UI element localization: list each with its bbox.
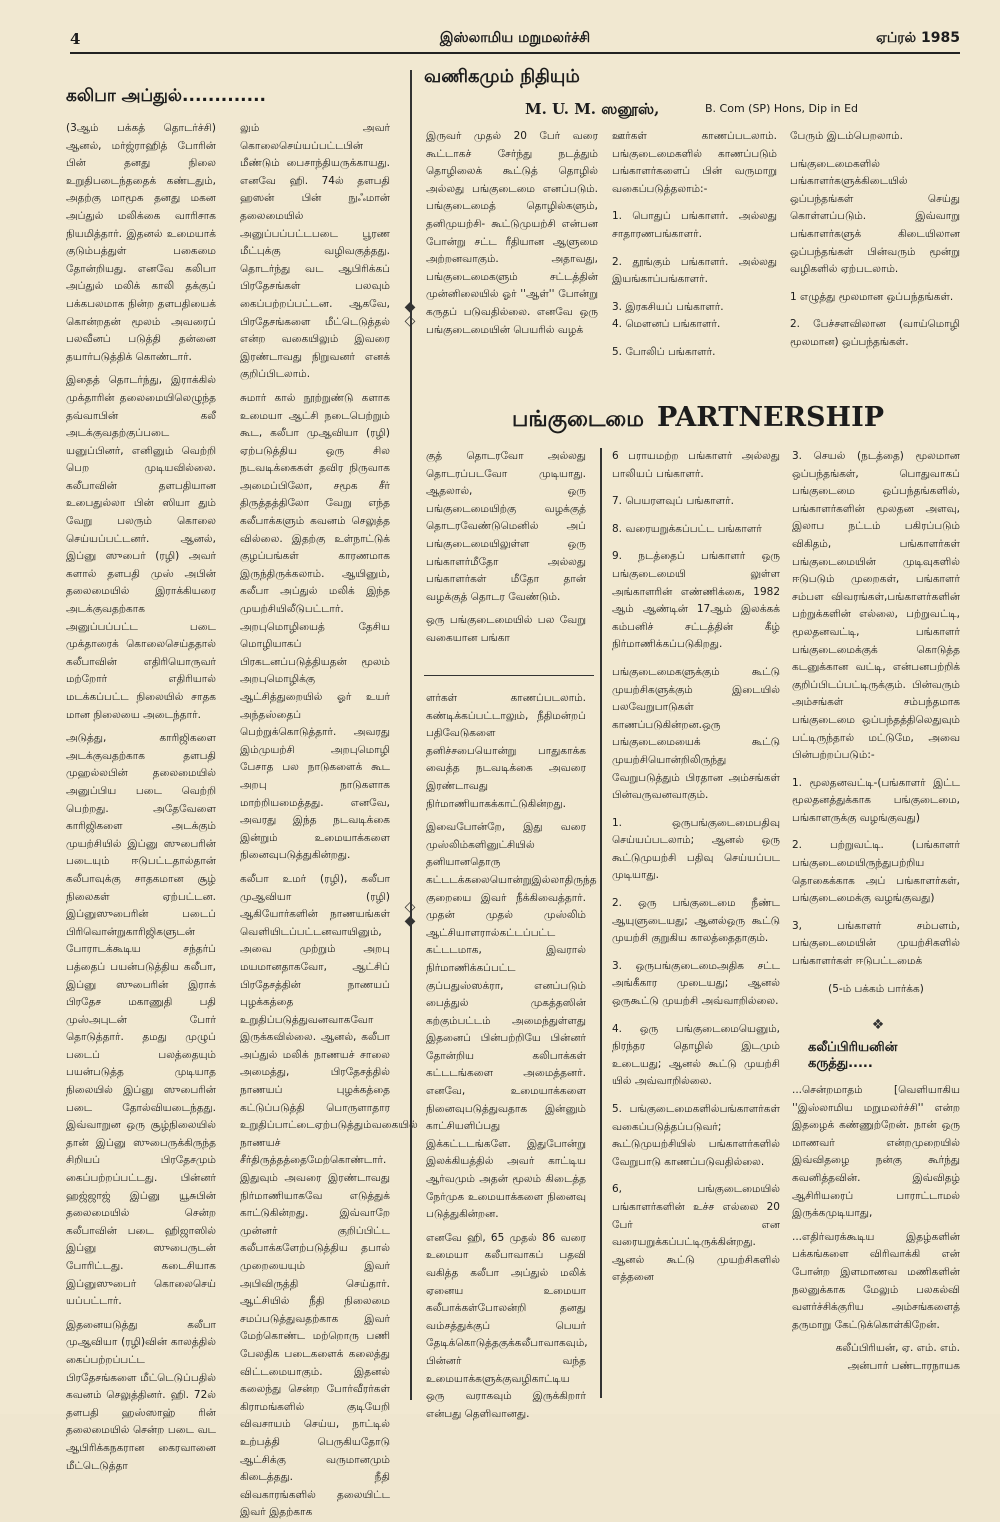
signature: கலீப்பிரியன், ஏ. எம். எம். அன்பார் பண்டாரநாயக (835, 1342, 960, 1372)
list-item: 1. ஒருபங்குடைமைபதிவு செய்யப்படலாம்; ஆனல் ஒரு கூட்டுமுயற்சி பதிவு செய்யப்பட முடியாது. (612, 816, 780, 882)
list-item: 2. பற்றுவட்டி. (பங்காளர் பங்குடைமையிருந்துபற்றிய தொகைக்காக அப் பங்காளர்கள், பங்குடைமைக்கு வழங்குவது) (792, 839, 960, 905)
article-column-1 (66, 120, 216, 1472)
paragraph: அடுத்து, காரிஜிகளை அடக்குவதற்காக தளபதி முஹல்லபின் தலைமையில் அனுப்பிய படை வெற்றி பெற்றது. அதேவேளை காரிஜிகளை அடக்கும் முயற்சியில் இப்னு ஸுபைரின் படையும் ஈடுபட்டதால்தான் கலீபாவுக்கு சாதகமான சூழ் நிலைகள் ஏற்பட்டன. இப்னுஸுபைரின் படைப் பிரிவொன்றுகாரிஜிகளுடன் போராடக்கூடிய சந்தர்ப் பத்தைப் பயன்படுத்திய கலீபா, இப்னு ஸுபைரின் இராக் பிரதேச மகாணுதி பதி முஸ்அபுடன் போர் தொடுத்தார். தமது முழுப் படைப் பலத்தையும் பயன்படுத்த முடியாத நிலையில் இப்னு ஸுபைரின் படை தோல்வியடைந்தது. இவ்வாறுன ஒரு சூழ்நிலையில் தான் இப்னு ஸுபைருக்கிருந்த சிறியப் பிரதேசமும் கைப்பற்றப்பட்டது. பின்னர் ஹஜ்ஜாஜ் இப்னு யூசுபின் தலைமையில் சென்ற கலீபாவின் படை ஹிஜாஸில் இப்னு ஸுபைருடன் போரிட்டது. கடைசியாக இப்னுஸுபைர் கொலைசெய் யப்பட்டார். (66, 732, 216, 1308)
partnership-title-english: PARTNERSHIP (657, 402, 884, 433)
section-separator (424, 675, 594, 676)
paragraph: 3. செயல் (நடத்தை) மூலமான ஒப்பந்தங்கள், பொதுவாகப் பங்குடைமை ஒப்பந்தங்களில், பங்காளர்களின் மூலதன அளவு, இலாப நட்டம் பகிரப்படும் விகிதம், பங்காளர்கள் பங்குடைமையின் முடிவுகளில் ஈடுபடும் முறைகள், பங்காளர் சம்பள விவரங்கள்,பங்காளர்களின் பற்றுக்களின் எல்லை, பற்றுவட்டி, மூலதனவட்டி, பங்காளர் பங்குடைமைக்குக் கொடுத்த கடனுக்கான வட்டி, என்பனபற்றிக் குறிப்பிடப்பட்டிருக்கும். பின்வரும் அம்சங்கள் சம்பந்தமாக பங்குடைமை ஒப்பந்தத்திலெதுவும் பட்டிருந்தால் மட்டுமே, அவை பின்பற்றப்படும்:- (792, 450, 960, 762)
paragraph: 1 எழுத்து மூலமான ஒப்பந்தங்கள். (790, 290, 954, 303)
letter-title: கலீப்பிரியனின் கருத்து..... (808, 1040, 898, 1071)
paragraph: பங்குடைமைகளுக்கும் கூட்டு முயற்சிகளுக்கும் இடையில் பலவேறுபாடுகள் காணப்படுகின்றன.ஒரு பங்குடைமையைக் கூட்டு முயற்சியொன்றிலிருந்து வேறுபடுத்தும் பிரதான அம்சங்கள் பின்வருவனவாகும். (612, 665, 780, 802)
list-item: 3, பங்காளர் சம்பளம், பங்குடைமையின் முயற்சிகளில் பங்காளர்கள் ஈடுபட்டமைக் (792, 919, 960, 968)
page-number: 4 (70, 30, 81, 48)
paragraph: பங்குடைமைகளில் பங்காளர்களுக்கிடையில் ஒப்பந்தங்கள் செய்து கொள்ளப்படும். இவ்வாறு பங்காளர்களுக் கிடையிலான ஒப்பந்தங்கள் பின்வரும் மூன்று வழிகளில் ஏற்படலாம். (790, 157, 960, 276)
paragraph: இவைபோன்றே, இது வரை முஸ்லிம்களினுட்சியில் தனியானதொரு கட்டடக்கலையொன்றுஇல்லாதிருந்த குறையை இவர் நீக்கிவைத்தார். முதன் முதல் முஸ்லிம் ஆட்சியாளரால்கட்டப்பட்ட கட்டடமாக, இவரால் நிர்மாணிக்கப்பட்ட குப்பதுஸ்ஸக்ரா, எனப்படும் பைத்துல் முகத்தஸின் கற்கும்பட்டம் அமைந்துள்ளது இதனைப் பின்பற்றியே பின்னர் தோன்றிய கலிபாக்கள் கட்டடங்களை அமைத்தனர். எனவே, உமையாக்களை நினைவுபடுத்துவதாக இன்னும் காட்சியளிப்பது இக்கட்டடங்களே. இதுபோன்று இலக்கியத்தில் அவர் காட்டிய ஆர்வமும் அதன் மூலம் கிடைத்த நேர்முக உமையாக்களை நினைவு படுத்துகின்றன. (426, 821, 597, 1221)
section-title-commerce: வணிகமும் நிதியும் (424, 66, 580, 87)
partnership-column-2 (612, 448, 780, 1403)
paragraph: ளர்கள் காணப்படலாம். கண்டிக்கப்பட்டாலும், நீதிமன்றப் பதிவேடுகளை தனிச்சபையொன்று பாதுகாக்க வைத்த நடவடிக்கை அவரை இரண்டாவது நிர்மாணியாகக்காட்டுகின்றது. (426, 692, 586, 810)
partnership-column-1 (426, 448, 586, 663)
column-divider (410, 70, 412, 1400)
ornament-divider: ◆ ◇ (404, 299, 416, 329)
wealth-column-1 (426, 128, 598, 388)
paragraph: ...சென்றமாதம் [வெளியாகிய ''இஸ்லாமிய மறுமலர்ச்சி'' என்ற இதழைக் கண்ணுற்றேன். நான் ஒரு மாணவர் என்றமுறையில் இவ்விதழை நன்கு கூர்ந்து கவனித்தவின். இவ்விதழ் ஆசிரியரைப் பாராட்டாமல் இருக்கமுடியாது, (792, 1084, 960, 1220)
ornament-divider: ◇ ◆ (404, 899, 416, 929)
list-item: 3. இரகசியப் பங்காளர். (612, 300, 724, 313)
list-item: 1. பொதுப் பங்காளர். அல்லது சாதாரணபங்காளர். (612, 210, 777, 240)
paragraph: லும் அவர் கொலைசெய்யப்பட்டபின் மீண்டும் பைசாந்தியருக்காயது. எனவே ஹி. 74ல் தளபதி ஹஸன் பின் நுஃமான் தலைமையில் அனுப்பப்பட்டபடை பூரண மீட்புக்கு வழிவகுத்தது. தொடர்ந்து வட ஆபிரிக்கப் பிரதேசங்கள் பலவும் கைப்பற்றப்பட்டன. ஆகவே, பிரதேசங்களை மீட்டெடுத்தல் என்ற வகையிலும் இவரை இரண்டாவது நிறுவனர் எனக் குறிப்பிடலாம். (240, 122, 390, 381)
paragraph: ஒரு பங்குடைமையில் பல வேறு வகையான பங்கா (426, 614, 586, 644)
paragraph: பேரும் இடம்பெறலாம். (790, 130, 903, 142)
list-item: 1. மூலதனவட்டி-(பங்காளர் இட்ட மூலதனத்துக்காக பங்குடைமை, பங்காளருக்கு வழங்குவது) (792, 776, 960, 824)
paragraph: சுமார் கால் நூற்றுண்டு களாக உமையா ஆட்சி நடைபெற்றும் கூட, கலீபா முஆவியா (ரழி) ஏற்படுத்திய ஒரு சில நடவடிக்கைகள் தவிர நிருவாக அமைப்பிலோ, சமூக சீர் திருத்தத்திலோ வேறு எந்த கலீபாக்களும் கவனம் செலுத்த வில்லை. இதற்கு உள்நாட்டுக் குழப்பங்கள் காரணமாக இருந்திருக்கலாம். ஆயினும், கலீபா அப்துல் மலிக் இந்த முயற்சியிலீடுபட்டார். அறபுமொழியைத் தேசிய மொழியாகப் பிரகடனப்படுத்தியதன் மூலம் அறபுமொழிக்கு ஆட்சித்துறையில் ஓர் உயர் அந்தஸ்தைப் பெற்றுக்கொடுத்தார். அவரது இம்முயற்சி அறபுமொழி பேசாத பல நாடுகளைக் கூட அறபு நாடுகளாக மாற்றியமைத்தது. எனவே, அவரது இந்த நடவடிக்கை இன்றும் உமையாக்களை நினைவுபடுத்துகின்றது. (240, 391, 390, 862)
paragraph: 2. பேச்சளவிலான (வாய்மொழி மூலமான) ஒப்பந்தங்கள். (790, 318, 960, 348)
partnership-column-3 (792, 448, 960, 1008)
column-divider (600, 448, 602, 1398)
wealth-column-2 (612, 128, 777, 388)
ornament-divider: ❖ (871, 1017, 885, 1033)
list-item: 9. நடத்தைப் பங்காளர் ஒரு பங்குடைமையி லுள்ள அங்காளரின் எண்ணிக்கை, 1982 ஆம் ஆண்டின் 17ஆம் இலக்கக் கம்பனிச் சட்டத்தின் கீழ் நிர்மாணிக்கப்படுகிறது. (612, 550, 780, 651)
paragraph: ...எதிர்வரக்கூடிய இதழ்களின் பக்கங்களை விரிவாக்கி என் போன்ற இளமாணவ மணிகளின் நலனுக்காக மேலும் பலகல்வி வளர்ச்சிக்குரிய அம்சங்களைத் தருமாறு கேட்டுக்கொள்கிறேன். (792, 1230, 960, 1331)
paragraph: எனவே ஹி, 65 முதல் 86 வரை உமையா கலீபாவாகப் பதவி வகித்த கலீபா அப்துல் மலிக் ஏனைய உமையா கலீபாக்கள்போலன்றி தனது வம்சத்துக்குப் பெயர் தேடிக்கொடுத்தகுக்கலீபாவாகவும், பின்னர் வந்த உமையாக்களுக்குவழிகாட்டிய ஒரு வராகவும் இருக்கிறார் என்பது தெளிவானது. (426, 1231, 588, 1420)
article-column-2 (240, 120, 418, 1519)
paragraph: இருவர் முதல் 20 பேர் வரை கூட்டாகச் சேர்ந்து நடத்தும் தொழிலைக் கூட்டுத் தொழில் அல்லது பங்குடைமை எனப்படும். பங்குடைமைத் தொழில்களும், தனிமுயற்சி- கூட்டுமுயற்சி என்பன போன்று சட்ட ரீதியான ஆளுமை அற்றனவாகும். அதாவது, பங்குடைமைகளும் சட்டத்தின் முன்னிலையில் ஓர் ''ஆள்'' போன்று கருதப் படுவதில்லை. எனவே ஒரு பங்குடைமையின் பெயரில் வழக் (426, 130, 598, 336)
partnership-heading (512, 402, 972, 442)
paragraph: இதனையடுத்து கலீபா முஆவியா (ரழி)வின் காலத்தில் கைப்பற்றப்பட்ட பிரதேசங்களை மீட்டெடுப்பதில் கவனம் செலுத்தினர். ஹி. 72ல் தளபதி ஹஸ்ஸாஹ் ரின் தலைமையில் சென்ற படை வட ஆபிரிக்கநகரான கைரவானை மீட்டெடுத்தா (66, 1318, 216, 1472)
partnership-column-1b (426, 690, 597, 1420)
page-header (70, 28, 960, 54)
partnership-title-tamil: பங்குடைமை (512, 407, 644, 432)
paragraph: கலீபா உமர் (ரழி), கலீபா முஆவியா (ரழி) ஆகியோர்களின் நாணயங்கள் வெளியிடப்பட்டனவாயினும், அவை முற்றும் அறபு மயமானதாகவோ, ஆட்சிப் பிரதேசத்தின் நாணயப் புழக்கத்தை உறுதிப்படுத்துவனவாகவோ இருக்கவில்லை. ஆனல், கலீபா அப்துல் மலிக் நாணயச் சாலை அமைத்து, பிரதேசத்தில் நாணயப் புழக்கத்தை கட்டுப்படுத்தி பொருளாதார உறுதிப்பாட்டைஏற்படுத்தும்வகையில் நாணயச் சீர்திருத்தத்தைமேற்கொண்டார். இதுவும் அவரை இரண்டாவது நிர்மாணியாகவே எடுத்துக் காட்டுகின்றது. இவ்வாறே முன்னர் குறிப்பிட்ட கலீபாக்களேற்படுத்திய தபால் முறையையும் இவர் அபிவிருத்தி செய்தார். ஆட்சியில் நீதி நிலைமை சமப்படுத்துவதற்காக இவர் மேற்கொண்ட மற்றொரு பணி பேலதிக படைகளைக் கலைத்து விட்டமையாகும். இதனல் கலைந்து சென்ற போர்வீரர்கள் கிராமங்களில் குடியேறி விவசாயம் செய்ய, நாட்டில் உற்பத்தி பெருகியதோடு ஆட்சிக்கு வருமானமும் கிடைத்தது. நீதி விவகாரங்களில் தலையிட்ட இவர் இதற்காக (240, 872, 418, 1519)
continued-note: (5-ம் பக்கம் பார்க்க) (828, 982, 924, 995)
paragraph: ஊர்கள் காணப்படலாம். பங்குடைமைகளில் காணப்படும் பங்காளர்களைப் பின் வருமாறு வகைப்படுத்தலாம்:- (612, 130, 777, 195)
wealth-column-3 (790, 128, 960, 388)
list-item: 5. போலிப் பங்காளர். (612, 345, 716, 358)
list-item: 3. ஒருபங்குடைமைஅதிக சட்ட அங்கீகார முடையது; ஆனல் ஒருகூட்டு முயற்சி அவ்வாறில்லை. (612, 959, 780, 1008)
publication-name: இஸ்லாமிய மறுமலர்ச்சி (439, 30, 591, 46)
article-title-kaliph: கலிபா அப்துல்............. (66, 86, 266, 106)
byline-name: M. U. M. ஸனூஸ், (525, 100, 660, 118)
list-item: 4. மௌனப் பங்காளர். (612, 318, 721, 331)
list-item: 8. வரையறுக்கப்பட்ட பங்காளர் (612, 522, 762, 535)
list-item: 5. பங்குடைமைகளில்பங்காளர்கள் வகைப்படுத்தப்படுவர்; கூட்டுமுயற்சியில் பங்காளர்களில் வேறுபாடு காணப்படுவதில்லை. (612, 1103, 780, 1168)
issue-date: ஏப்ரல் 1985 (875, 30, 960, 46)
paragraph: இதைத் தொடர்ந்து, இராக்கில் முக்தாரின் தலைமையிலெழுந்த தவ்வாபின் கலீ அடக்குவதற்குப்படை யனுப்பினர், எனினும் வெற்றி பெற முடியவில்லை. கலீபாவின் தளபதியான உபைதுல்லா பின் ஸியா தும் வேறு பலரும் கொலை செய்யப்பட்டனர். ஆனல், இப்னு ஸுபைர் (ரழி) அவர் களால் தளபதி முஸ் அபின் தலைமையில் இராக்கியரை அடக்குவதற்காக அனுப்பப்பட்ட படை முக்தாரைக் கொலைசெய்ததால் கலீபாவின் எதிரியொருவர் மற்றோர் எதிரியால் மடக்கப்பட்ட நிலையில் சாதக மான நிலையை அடைந்தார். (66, 374, 216, 721)
byline-degree: B. Com (SP) Hons, Dip in Ed (705, 102, 859, 115)
list-item: 6, பங்குடைமையில் பங்காளர்களின் உச்ச எல்லை 20 பேர் என வரையறுக்கப்பட்டிருக்கின்றது. ஆனல் கூட்டு முயற்சிகளில் எத்தனை (612, 1183, 780, 1284)
paragraph: குத் தொடரவோ அல்லது தொடரப்படவோ முடியாது. ஆதலால், ஒரு பங்குடைமையிற்கு வழக்குத் தொடரவேண்டுமெனில் அப் பங்குடைமையிலுள்ள ஒரு பங்காளர்மீதோ அல்லது பங்காளர்கள் மீதோ தான் வழக்குத் தொடர வேண்டும். (426, 450, 586, 603)
list-item: 2. ஒரு பங்குடைமை நீண்ட ஆயுளுடையது; ஆனல்ஒரு கூட்டு முயற்சி குறுகிய காலத்தைதாகும். (612, 897, 780, 945)
list-item: 2. தூங்கும் பங்காளர். அல்லது இயங்காப்பங்காளர். (612, 255, 777, 286)
paragraph: (3ஆம் பக்கத் தொடர்ச்சி) ஆனல், மர்ஜ்ராஹித் போரின் பின் தனது நிலை உறுதிபடைந்ததைக் கண்டதும், அதற்கு மாமூக தனது மகன அப்துல் மலிக்கை வாரிசாக நியமித்தார். இதனல் உமையாக் குடும்பத்துள் பகைமை தோன்றியது. எனவே கலிபா அப்துல் மலிக் காலி தக்குப் பக்கபலமாக நின்ற தளபதியைக் கொன்றதன் மூலம் அவரைப் பலவீனப் படுத்தி தன்னை தயார்படுத்திக் கொண்டார். (66, 122, 216, 363)
list-item: 4. ஒரு பங்குடைமையெனும், நிரந்தர தொழில் இடமும் உடையது; ஆனல் கூட்டு முயற்சி யில் அவ்வாறில்லை. (612, 1022, 780, 1088)
list-item: 6 பராயமற்ற பங்காளர் அல்லது பாலியப் பங்காளர். (612, 450, 780, 480)
letter-body (792, 1082, 960, 1402)
list-item: 7. பெயரளவுப் பங்காளர். (612, 495, 734, 508)
